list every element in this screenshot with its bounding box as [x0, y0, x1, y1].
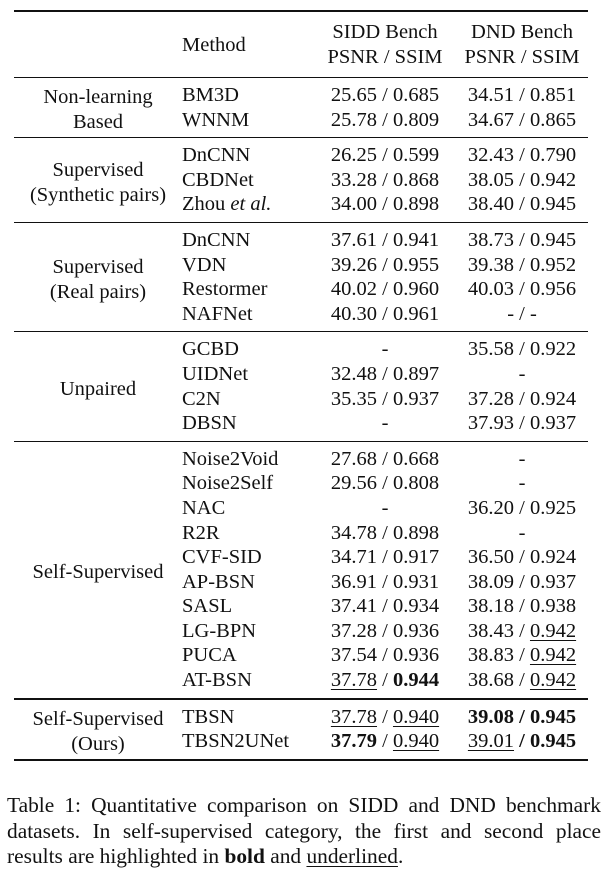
- dnd-score-part: 0.942: [529, 669, 577, 692]
- method-name: AT-BSN: [182, 669, 252, 692]
- method-cell: [182, 594, 314, 619]
- sidd-score-part: 35.35 / 0.937: [330, 387, 440, 410]
- method-name: DnCNN: [182, 144, 251, 167]
- method-name: GCBD: [182, 338, 239, 361]
- table-group: [14, 78, 588, 138]
- method-cell: [182, 302, 314, 332]
- method-name: Zhou: [182, 193, 226, 216]
- sidd-score-part: 27.68 / 0.668: [330, 447, 440, 470]
- dnd-score-cell: [456, 668, 588, 699]
- category-label-line: Non-learning: [43, 86, 153, 109]
- dnd-score-part: 38.68 /: [467, 669, 530, 692]
- method-name-suffix: et al.: [230, 193, 272, 216]
- sidd-score-cell: [314, 594, 456, 619]
- sidd-score-cell: [314, 78, 456, 108]
- dnd-score-part: - / -: [507, 302, 537, 325]
- sidd-score-cell: [314, 668, 456, 699]
- sidd-score-cell: [314, 387, 456, 412]
- dnd-score-part: 39.08: [467, 705, 515, 728]
- sidd-score-part: 34.78 / 0.898: [330, 521, 440, 544]
- caption-bold-word: bold: [224, 844, 265, 868]
- dnd-score-cell: [456, 411, 588, 441]
- sidd-score-part: 32.48 / 0.897: [330, 362, 440, 385]
- category-label-line: (Real pairs): [49, 280, 147, 303]
- caption-underline-word: underlined: [306, 844, 398, 868]
- header-dnd-title: DND Bench: [471, 21, 573, 43]
- category-cell: [14, 78, 182, 138]
- dnd-score-cell: [456, 729, 588, 760]
- sidd-score-part: 37.61 / 0.941: [330, 228, 440, 251]
- sidd-score-part: 26.25 / 0.599: [330, 144, 440, 167]
- header-category: [14, 11, 182, 78]
- method-name: PUCA: [182, 644, 237, 667]
- method-name: CBDNet: [182, 168, 254, 191]
- dnd-score-cell: [456, 138, 588, 168]
- sidd-score-cell: [314, 729, 456, 760]
- method-name: Restormer: [182, 278, 268, 301]
- dnd-score-cell: [456, 362, 588, 387]
- method-cell: [182, 441, 314, 471]
- method-cell: [182, 253, 314, 278]
- sidd-score-cell: [314, 362, 456, 387]
- method-cell: [182, 108, 314, 138]
- dnd-score-part: 40.03 / 0.956: [467, 278, 577, 301]
- sidd-score-cell: [314, 643, 456, 668]
- sidd-score-part: 25.65 / 0.685: [330, 84, 440, 106]
- dnd-score-cell: [456, 302, 588, 332]
- dnd-score-cell: [456, 643, 588, 668]
- method-name: VDN: [182, 253, 227, 276]
- dnd-score-part: 38.05 / 0.942: [467, 168, 577, 191]
- dnd-score-part: 36.50 / 0.924: [467, 546, 577, 569]
- sidd-score-part: 40.02 / 0.960: [330, 278, 440, 301]
- table-group: [14, 222, 588, 331]
- dnd-score-cell: [456, 253, 588, 278]
- dnd-score-cell: [456, 192, 588, 222]
- sidd-score-part: 33.28 / 0.868: [330, 168, 440, 191]
- header-row: [14, 11, 588, 78]
- method-name: TBSN2UNet: [182, 730, 290, 753]
- dnd-score-cell: [456, 570, 588, 595]
- dnd-score-part: 34.67 / 0.865: [467, 108, 577, 131]
- dnd-score-cell: [456, 496, 588, 521]
- caption-and: and: [264, 844, 307, 868]
- dnd-score-cell: [456, 441, 588, 471]
- method-name: UIDNet: [182, 362, 249, 385]
- method-name: TBSN: [182, 705, 235, 728]
- method-cell: [182, 222, 314, 252]
- dnd-score-cell: [456, 108, 588, 138]
- sidd-score-part: 37.41 / 0.934: [330, 595, 440, 618]
- results-table: [14, 10, 588, 761]
- dnd-score-part: 38.09 / 0.937: [467, 570, 577, 593]
- method-cell: [182, 619, 314, 644]
- sidd-score-part: 29.56 / 0.808: [330, 472, 440, 495]
- table-header: [14, 11, 588, 78]
- dnd-score-cell: [456, 594, 588, 619]
- sidd-score-cell: [314, 699, 456, 730]
- method-name: DBSN: [182, 412, 237, 435]
- sidd-score-part: 40.30 / 0.961: [330, 302, 440, 325]
- table-group: [14, 332, 588, 441]
- method-name: NAC: [182, 496, 226, 519]
- sidd-score-cell: [314, 545, 456, 570]
- dnd-score-part: 38.18 / 0.938: [467, 595, 577, 618]
- table-row: [14, 332, 588, 362]
- dnd-score-cell: [456, 222, 588, 252]
- table-caption: [7, 793, 601, 870]
- method-name: R2R: [182, 521, 220, 544]
- table-group: [14, 138, 588, 223]
- sidd-score-part: 37.28 / 0.936: [330, 619, 440, 642]
- method-name: CVF-SID: [182, 546, 262, 569]
- sidd-score-part: 0.940: [392, 730, 440, 753]
- sidd-score-cell: [314, 277, 456, 302]
- method-name: Noise2Void: [182, 447, 279, 470]
- method-name: SASL: [182, 595, 233, 618]
- sidd-score-part: 37.79: [330, 730, 378, 753]
- dnd-score-part: 0.942: [529, 619, 577, 642]
- method-cell: [182, 699, 314, 730]
- sidd-score-part: 25.78 / 0.809: [330, 108, 440, 131]
- dnd-score-part: 36.20 / 0.925: [467, 496, 577, 519]
- method-cell: [182, 411, 314, 441]
- dnd-score-cell: [456, 168, 588, 193]
- category-label-line: (Synthetic pairs): [29, 183, 167, 206]
- table-row: [14, 699, 588, 730]
- table-group: [14, 699, 588, 760]
- sidd-score-part: /: [377, 705, 393, 728]
- method-cell: [182, 521, 314, 546]
- category-label-line: Self-Supervised: [32, 560, 164, 583]
- category-label-line: Unpaired: [59, 377, 137, 400]
- sidd-score-cell: [314, 441, 456, 471]
- sidd-score-part: /: [377, 730, 393, 753]
- dnd-score-part: -: [518, 472, 526, 495]
- method-cell: [182, 78, 314, 108]
- category-cell: [14, 699, 182, 760]
- method-name: DnCNN: [182, 228, 251, 251]
- category-label-line: Self-Supervised: [32, 707, 164, 730]
- sidd-score-part: 36.91 / 0.931: [330, 570, 440, 593]
- dnd-score-part: 38.43 /: [467, 619, 530, 642]
- dnd-score-cell: [456, 619, 588, 644]
- dnd-score-cell: [456, 332, 588, 362]
- header-method: Method: [182, 33, 246, 56]
- sidd-score-cell: [314, 108, 456, 138]
- category-label-line: (Ours): [71, 732, 125, 755]
- sidd-score-part: 37.78: [330, 705, 378, 728]
- sidd-score-cell: [314, 168, 456, 193]
- table-row: [14, 441, 588, 471]
- dnd-score-part: 37.28 / 0.924: [467, 387, 577, 410]
- dnd-score-part: -: [518, 447, 526, 470]
- dnd-score-part: 34.51 / 0.851: [467, 84, 577, 106]
- method-cell: [182, 545, 314, 570]
- category-cell: [14, 332, 182, 441]
- method-cell: [182, 496, 314, 521]
- sidd-score-part: 37.54 / 0.936: [330, 644, 440, 667]
- sidd-score-part: 39.26 / 0.955: [330, 253, 440, 276]
- dnd-score-part: /: [514, 730, 530, 753]
- dnd-score-part: 0.945: [529, 705, 577, 728]
- sidd-score-part: 0.940: [392, 705, 440, 728]
- dnd-score-part: 39.01: [467, 730, 515, 753]
- dnd-score-cell: [456, 387, 588, 412]
- sidd-score-part: -: [381, 412, 389, 435]
- dnd-score-part: 38.73 / 0.945: [467, 228, 577, 251]
- method-name: AP-BSN: [182, 570, 255, 593]
- dnd-score-cell: [456, 545, 588, 570]
- dnd-score-part: 38.83 /: [467, 644, 530, 667]
- dnd-score-part: 35.58 / 0.922: [467, 338, 577, 361]
- method-name: NAFNet: [182, 302, 253, 325]
- method-cell: [182, 387, 314, 412]
- method-name: C2N: [182, 387, 221, 410]
- sidd-score-cell: [314, 332, 456, 362]
- header-sidd-metric: PSNR / SSIM: [327, 46, 443, 68]
- sidd-score-cell: [314, 222, 456, 252]
- dnd-score-cell: [456, 277, 588, 302]
- caption-end: .: [397, 844, 404, 868]
- method-cell: [182, 168, 314, 193]
- dnd-score-cell: [456, 78, 588, 108]
- dnd-score-part: 37.93 / 0.937: [467, 412, 577, 435]
- dnd-score-part: 0.945: [529, 730, 577, 753]
- header-dnd: [456, 11, 588, 78]
- header-dnd-metric: PSNR / SSIM: [464, 46, 580, 68]
- sidd-score-cell: [314, 496, 456, 521]
- table-group: [14, 441, 588, 698]
- dnd-score-part: 38.40 / 0.945: [467, 193, 577, 216]
- method-cell: [182, 668, 314, 699]
- dnd-score-part: 32.43 / 0.790: [467, 144, 577, 167]
- dnd-score-part: -: [518, 362, 526, 385]
- sidd-score-cell: [314, 302, 456, 332]
- method-name: LG-BPN: [182, 619, 257, 642]
- category-cell: [14, 138, 182, 223]
- method-cell: [182, 643, 314, 668]
- dnd-score-part: 39.38 / 0.952: [467, 253, 577, 276]
- header-sidd-title: SIDD Bench: [332, 21, 438, 43]
- dnd-score-part: -: [518, 521, 526, 544]
- method-name: Noise2Self: [182, 472, 274, 495]
- category-label-line: Supervised: [52, 158, 144, 181]
- category-cell: [14, 222, 182, 331]
- sidd-score-part: -: [381, 496, 389, 519]
- sidd-score-cell: [314, 192, 456, 222]
- method-cell: [182, 570, 314, 595]
- category-label-line: Supervised: [52, 255, 144, 278]
- method-cell: [182, 138, 314, 168]
- method-cell: [182, 192, 314, 222]
- dnd-score-cell: [456, 521, 588, 546]
- dnd-score-part: 0.942: [529, 644, 577, 667]
- caption-text: Table 1: Quantitative comparison on SIDD and DND benchmark datasets. In self-supervised category, the first and second place results are highlighted in: [7, 793, 601, 868]
- sidd-score-cell: [314, 570, 456, 595]
- sidd-score-part: 34.71 / 0.917: [330, 546, 440, 569]
- method-cell: [182, 332, 314, 362]
- category-cell: [14, 441, 182, 698]
- table-row: [14, 138, 588, 168]
- sidd-score-cell: [314, 471, 456, 496]
- sidd-score-part: 0.944: [392, 669, 440, 692]
- table-row: [14, 222, 588, 252]
- table-row: [14, 78, 588, 108]
- sidd-score-part: 34.00 / 0.898: [330, 193, 440, 216]
- sidd-score-part: -: [381, 338, 389, 361]
- dnd-score-part: /: [514, 705, 530, 728]
- sidd-score-cell: [314, 411, 456, 441]
- sidd-score-cell: [314, 138, 456, 168]
- sidd-score-cell: [314, 521, 456, 546]
- method-cell: [182, 277, 314, 302]
- header-sidd: [314, 11, 456, 78]
- sidd-score-cell: [314, 253, 456, 278]
- sidd-score-part: /: [377, 669, 393, 692]
- method-name: WNNM: [182, 108, 250, 131]
- sidd-score-cell: [314, 619, 456, 644]
- method-cell: [182, 362, 314, 387]
- dnd-score-cell: [456, 471, 588, 496]
- method-name: BM3D: [182, 84, 239, 106]
- method-cell: [182, 471, 314, 496]
- sidd-score-part: 37.78: [330, 669, 378, 692]
- method-cell: [182, 729, 314, 760]
- dnd-score-cell: [456, 699, 588, 730]
- category-label-line: Based: [72, 111, 124, 134]
